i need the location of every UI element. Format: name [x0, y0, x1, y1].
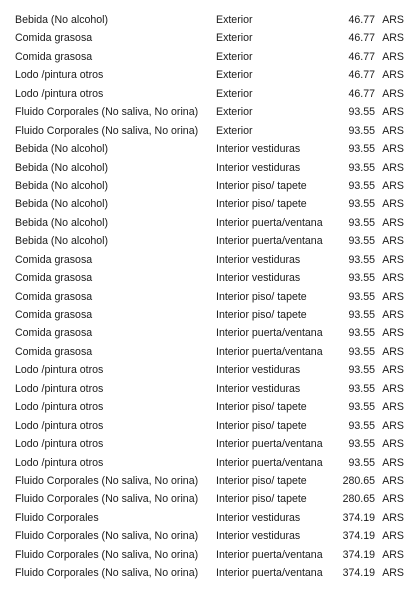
row-area: Exterior: [216, 69, 253, 82]
row-item: Bebida (No alcohol): [15, 161, 109, 174]
row-amount: 93.55: [348, 253, 375, 266]
row-area: Interior piso/ tapete: [216, 309, 307, 321]
row-item: Comida grasosa: [15, 50, 93, 63]
table-row: [15, 140, 407, 158]
row-amount: 374.19: [342, 567, 375, 580]
row-currency: ARS: [382, 419, 404, 432]
row-currency: ARS: [382, 216, 404, 229]
row-amount: 93.55: [348, 364, 375, 377]
table-row: [15, 103, 407, 121]
row-area: Exterior: [216, 50, 253, 63]
row-currency: ARS: [382, 69, 404, 82]
row-item: Comida grasosa: [15, 309, 93, 321]
row-item: Comida grasosa: [15, 253, 93, 266]
row-area: Interior puerta/ventana: [216, 345, 323, 358]
row-currency: ARS: [382, 493, 404, 506]
row-currency: ARS: [382, 382, 404, 395]
row-item: Lodo /pintura otros: [15, 401, 104, 414]
row-amount: 93.55: [348, 419, 375, 432]
row-currency: ARS: [382, 198, 404, 211]
table-row: [15, 85, 407, 103]
price-rows: [15, 11, 407, 583]
row-amount: 93.55: [348, 345, 375, 358]
row-amount: 93.55: [348, 124, 375, 137]
row-item: Comida grasosa: [15, 327, 93, 340]
row-area: Interior piso/ tapete: [216, 179, 307, 192]
row-currency: ARS: [382, 106, 404, 119]
table-row: [15, 214, 407, 232]
row-area: Interior piso/ tapete: [216, 419, 307, 432]
row-item: Fluido Corporales (No saliva, No orina): [15, 474, 199, 487]
table-row: [15, 232, 407, 250]
table-row: [15, 251, 407, 269]
row-area: Interior piso/ tapete: [216, 290, 307, 303]
row-item: Fluido Corporales (No saliva, No orina): [15, 567, 199, 580]
row-amount: 374.19: [342, 511, 375, 524]
row-amount: 280.65: [342, 493, 375, 506]
row-currency: ARS: [382, 272, 404, 285]
table-row: [15, 527, 407, 545]
row-item: Lodo /pintura otros: [15, 364, 104, 377]
row-amount: 46.77: [348, 50, 375, 63]
table-row: [15, 343, 407, 361]
table-row: [15, 509, 407, 527]
table-row: [15, 564, 407, 582]
row-area: Exterior: [216, 87, 253, 100]
row-amount: 46.77: [348, 14, 375, 26]
row-currency: ARS: [382, 253, 404, 266]
row-area: Interior vestiduras: [216, 511, 301, 524]
row-area: Interior vestiduras: [216, 382, 301, 395]
row-area: Interior puerta/ventana: [216, 567, 323, 580]
row-item: Comida grasosa: [15, 272, 93, 285]
row-currency: ARS: [382, 50, 404, 63]
row-item: Fluido Corporales (No saliva, No orina): [15, 548, 199, 561]
row-item: Fluido Corporales: [15, 511, 99, 524]
row-amount: 93.55: [348, 235, 375, 248]
table-row: [15, 29, 407, 47]
row-area: Interior piso/ tapete: [216, 401, 307, 414]
row-item: Fluido Corporales (No saliva, No orina): [15, 124, 199, 137]
row-amount: 46.77: [348, 87, 375, 100]
row-currency: ARS: [382, 474, 404, 487]
row-currency: ARS: [382, 87, 404, 100]
row-item: Bebida (No alcohol): [15, 179, 109, 192]
table-row: [15, 380, 407, 398]
row-amount: 374.19: [342, 530, 375, 543]
row-area: Interior piso/ tapete: [216, 474, 307, 487]
row-item: Bebida (No alcohol): [15, 198, 109, 211]
row-area: Exterior: [216, 32, 253, 45]
row-amount: 93.55: [348, 106, 375, 119]
row-item: Fluido Corporales (No saliva, No orina): [15, 530, 199, 543]
table-row: [15, 195, 407, 213]
row-item: Fluido Corporales (No saliva, No orina): [15, 106, 199, 119]
row-item: Lodo /pintura otros: [15, 69, 104, 82]
row-amount: 93.55: [348, 401, 375, 414]
row-area: Interior vestiduras: [216, 530, 301, 543]
table-row: [15, 269, 407, 287]
row-currency: ARS: [382, 309, 404, 321]
row-area: Interior puerta/ventana: [216, 327, 323, 340]
table-row: [15, 306, 407, 324]
row-currency: ARS: [382, 511, 404, 524]
row-currency: ARS: [382, 290, 404, 303]
row-currency: ARS: [382, 14, 404, 26]
table-row: [15, 472, 407, 490]
row-item: Lodo /pintura otros: [15, 419, 104, 432]
row-currency: ARS: [382, 124, 404, 137]
row-area: Interior vestiduras: [216, 143, 301, 156]
row-currency: ARS: [382, 235, 404, 248]
row-amount: 93.55: [348, 456, 375, 469]
row-area: Exterior: [216, 14, 253, 26]
row-area: Interior vestiduras: [216, 272, 301, 285]
row-currency: ARS: [382, 327, 404, 340]
table-row: [15, 398, 407, 416]
row-amount: 93.55: [348, 143, 375, 156]
row-area: Interior puerta/ventana: [216, 216, 323, 229]
row-currency: ARS: [382, 456, 404, 469]
row-amount: 46.77: [348, 32, 375, 45]
row-currency: ARS: [382, 548, 404, 561]
row-item: Lodo /pintura otros: [15, 87, 104, 100]
table-row: [15, 324, 407, 342]
row-amount: 374.19: [342, 548, 375, 561]
row-amount: 93.55: [348, 327, 375, 340]
row-item: Bebida (No alcohol): [15, 216, 109, 229]
table-row: [15, 48, 407, 66]
row-item: Fluido Corporales (No saliva, No orina): [15, 493, 199, 506]
row-currency: ARS: [382, 179, 404, 192]
row-area: Exterior: [216, 124, 253, 137]
row-item: Bebida (No alcohol): [15, 14, 109, 26]
row-amount: 93.55: [348, 290, 375, 303]
row-currency: ARS: [382, 32, 404, 45]
row-currency: ARS: [382, 530, 404, 543]
row-area: Interior vestiduras: [216, 253, 301, 266]
row-area: Interior piso/ tapete: [216, 493, 307, 506]
row-amount: 46.77: [348, 69, 375, 82]
table-row: [15, 288, 407, 306]
row-amount: 280.65: [342, 474, 375, 487]
row-item: Lodo /pintura otros: [15, 438, 104, 451]
row-currency: ARS: [382, 143, 404, 156]
price-table: [15, 11, 407, 583]
row-currency: ARS: [382, 364, 404, 377]
table-row: [15, 159, 407, 177]
table-row: [15, 454, 407, 472]
row-amount: 93.55: [348, 382, 375, 395]
row-amount: 93.55: [348, 309, 375, 321]
table-row: [15, 435, 407, 453]
table-row: [15, 66, 407, 84]
row-amount: 93.55: [348, 438, 375, 451]
row-amount: 93.55: [348, 198, 375, 211]
table-row: [15, 11, 407, 29]
table-row: [15, 546, 407, 564]
row-item: Lodo /pintura otros: [15, 456, 104, 469]
row-item: Lodo /pintura otros: [15, 382, 104, 395]
row-area: Interior puerta/ventana: [216, 438, 323, 451]
row-area: Interior puerta/ventana: [216, 235, 323, 248]
row-amount: 93.55: [348, 161, 375, 174]
row-area: Interior vestiduras: [216, 364, 301, 377]
table-row: [15, 122, 407, 140]
row-currency: ARS: [382, 401, 404, 414]
row-currency: ARS: [382, 345, 404, 358]
row-area: Exterior: [216, 106, 253, 119]
row-amount: 93.55: [348, 216, 375, 229]
row-area: Interior vestiduras: [216, 161, 301, 174]
row-item: Comida grasosa: [15, 32, 93, 45]
row-item: Comida grasosa: [15, 345, 93, 358]
row-area: Interior puerta/ventana: [216, 548, 323, 561]
row-area: Interior puerta/ventana: [216, 456, 323, 469]
row-amount: 93.55: [348, 179, 375, 192]
table-row: [15, 361, 407, 379]
row-item: Comida grasosa: [15, 290, 93, 303]
row-area: Interior piso/ tapete: [216, 198, 307, 211]
table-row: [15, 177, 407, 195]
table-row: [15, 490, 407, 508]
row-currency: ARS: [382, 161, 404, 174]
row-currency: ARS: [382, 438, 404, 451]
row-currency: ARS: [382, 567, 404, 580]
row-amount: 93.55: [348, 272, 375, 285]
table-row: [15, 417, 407, 435]
row-item: Bebida (No alcohol): [15, 235, 109, 248]
row-item: Bebida (No alcohol): [15, 143, 109, 156]
